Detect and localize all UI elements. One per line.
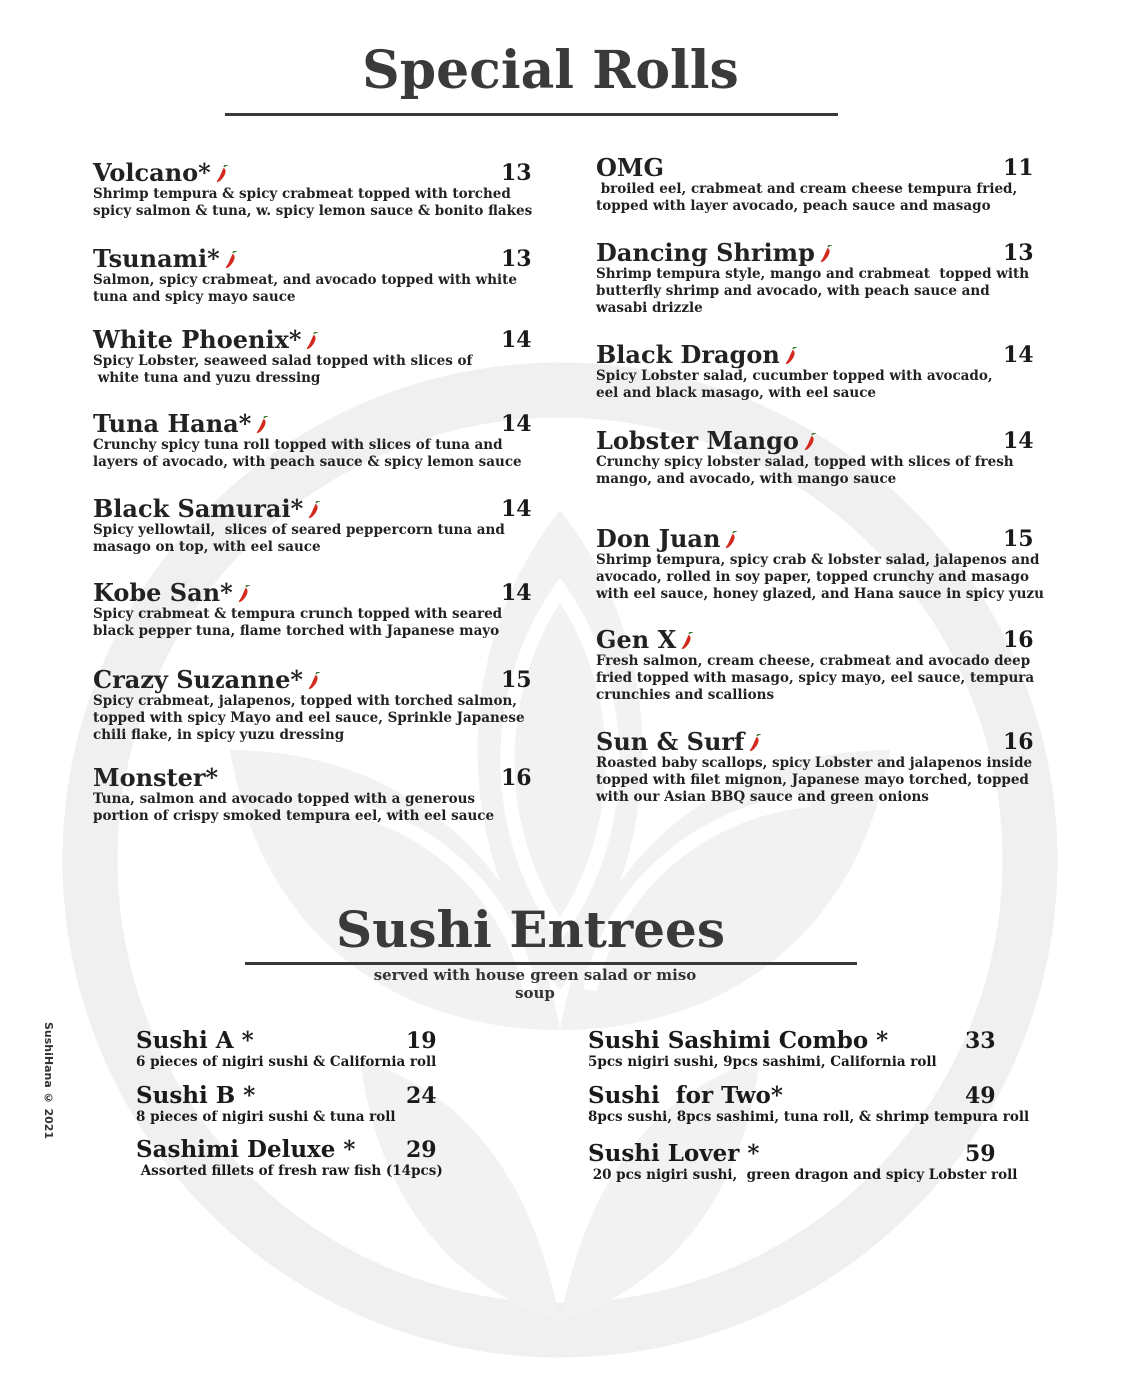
roll-name: Crazy Suzanne*: [93, 667, 533, 693]
roll-description: white tuna and yuzu dressing: [93, 370, 321, 386]
roll-name: Tuna Hana*: [93, 411, 533, 437]
roll-description: Shrimp tempura & spicy crabmeat topped with torched: [93, 186, 511, 202]
roll-item: [93, 327, 533, 387]
roll-description: topped with filet mignon, Japanese mayo torched, topped: [596, 772, 1029, 788]
chili-pepper-icon: [803, 433, 817, 451]
entree-price: 29: [406, 1137, 437, 1163]
roll-description: fried topped with masago, spicy mayo, eel sauce, tempura: [596, 670, 1035, 686]
entree-item: [588, 1141, 1017, 1184]
roll-price: 14: [501, 411, 532, 437]
roll-item: [596, 729, 1036, 806]
roll-name: Black Samurai*: [93, 496, 533, 522]
entree-name: Sashimi Deluxe *: [136, 1136, 356, 1163]
roll-price: 14: [501, 580, 532, 606]
roll-description: Fresh salmon, cream cheese, crabmeat and avocado deep: [596, 653, 1031, 669]
roll-description: spicy salmon & tuna, w. spicy lemon sauce & bonito flakes: [93, 203, 533, 219]
roll-price: 14: [1003, 342, 1034, 368]
entree-item: [136, 1028, 436, 1071]
chili-pepper-icon: [224, 251, 238, 269]
roll-name: Gen X: [596, 627, 1036, 653]
roll-price: 15: [1003, 526, 1034, 552]
roll-description: eel and black masago, with eel sauce: [596, 385, 876, 401]
roll-description: wasabi drizzle: [596, 300, 703, 316]
roll-description: topped with layer avocado, peach sauce and masago: [596, 198, 991, 214]
roll-item: [93, 160, 533, 220]
roll-description: topped with spicy Mayo and eel sauce, Sprinkle Japanese: [93, 710, 525, 726]
entree-description: 5pcs nigiri sushi, 9pcs sashimi, California roll: [588, 1054, 937, 1070]
entree-description: 20 pcs nigiri sushi, green dragon and spicy Lobster roll: [588, 1167, 1018, 1183]
entree-name: Sushi B *: [136, 1082, 256, 1109]
roll-description: with our Asian BBQ sauce and green onions: [596, 789, 929, 805]
sushi-entrees-title: Sushi Entrees: [335, 900, 726, 959]
roll-description: masago on top, with eel sauce: [93, 539, 321, 555]
roll-price: 14: [1003, 428, 1034, 454]
roll-description: Spicy Lobster, seaweed salad topped with slices of: [93, 353, 473, 369]
entree-description: 6 pieces of nigiri sushi & California roll: [136, 1054, 437, 1070]
roll-description: butterfly shrimp and avocado, with peach sauce and: [596, 283, 990, 299]
entree-description: 8 pieces of nigiri sushi & tuna roll: [136, 1109, 396, 1125]
chili-pepper-icon: [784, 347, 798, 365]
roll-description: Shrimp tempura style, mango and crabmeat topped with: [596, 266, 1030, 282]
roll-name: White Phoenix*: [93, 327, 533, 353]
chili-pepper-icon: [724, 531, 738, 549]
roll-price: 13: [501, 246, 532, 272]
chili-pepper-icon: [215, 165, 229, 183]
entree-item: [136, 1082, 437, 1126]
roll-price: 14: [501, 327, 532, 353]
roll-item: [596, 627, 1036, 704]
special-rolls-title: Special Rolls: [362, 40, 739, 101]
entree-price: 49: [965, 1083, 996, 1109]
entrees-divider: [245, 962, 857, 965]
roll-description: chili flake, in spicy yuzu dressing: [93, 727, 345, 743]
roll-item: [596, 524, 1044, 603]
chili-pepper-icon: [819, 245, 833, 263]
roll-item: [596, 428, 1036, 488]
roll-name: Volcano*: [93, 160, 533, 186]
entree-price: 24: [406, 1083, 437, 1109]
roll-description: Crunchy spicy tuna roll topped with slices of tuna and: [93, 437, 503, 453]
sushi-entrees-subtitle: served with house green salad or miso soup: [373, 966, 697, 1002]
chili-pepper-icon: [748, 734, 762, 752]
roll-name: Black Dragon: [596, 342, 1036, 368]
entree-item: [588, 1083, 1029, 1126]
entree-price: 19: [406, 1028, 437, 1054]
roll-price: 13: [501, 160, 532, 186]
roll-price: 16: [1003, 627, 1034, 653]
entree-description: 8pcs sushi, 8pcs sashimi, tuna roll, & shrimp tempura roll: [588, 1109, 1030, 1125]
roll-name: Lobster Mango: [596, 428, 1036, 454]
chili-pepper-icon: [307, 672, 321, 690]
roll-description: tuna and spicy mayo sauce: [93, 289, 296, 305]
roll-item: [93, 246, 533, 306]
roll-description: Spicy crabmeat & tempura crunch topped with seared: [93, 606, 503, 622]
entree-name: Sushi A *: [136, 1027, 254, 1054]
chili-pepper-icon: [255, 416, 269, 434]
roll-price: 16: [1003, 729, 1034, 755]
roll-name: Dancing Shrimp: [596, 240, 1036, 266]
roll-description: Spicy Lobster salad, cucumber topped with avocado,: [596, 368, 993, 384]
roll-description: Shrimp tempura, spicy crab & lobster salad, jalapenos and: [596, 552, 1040, 568]
title-divider: [225, 113, 838, 116]
roll-description: Roasted baby scallops, spicy Lobster and jalapenos inside: [596, 755, 1033, 771]
entree-name: Sushi for Two*: [588, 1082, 783, 1109]
roll-price: 13: [1003, 240, 1034, 266]
entree-item: [588, 1027, 996, 1071]
chili-pepper-icon: [237, 585, 251, 603]
roll-description: mango, and avocado, with mango sauce: [596, 471, 897, 487]
roll-name: Don Juan: [596, 526, 1036, 552]
entree-price: 59: [965, 1141, 996, 1167]
roll-description: crunchies and scallions: [596, 687, 775, 703]
roll-description: broiled eel, crabmeat and cream cheese tempura fried,: [596, 181, 1018, 197]
roll-item: [93, 765, 533, 825]
roll-description: black pepper tuna, flame torched with Japanese mayo: [93, 623, 500, 639]
roll-price: 16: [501, 765, 532, 791]
roll-price: 14: [501, 496, 532, 522]
copyright-note: SushiHana © 2021: [42, 1022, 55, 1140]
entree-description: Assorted fillets of fresh raw fish (14pcs): [136, 1163, 443, 1179]
roll-name: Monster*: [93, 763, 219, 792]
roll-item: [93, 667, 533, 744]
chili-pepper-icon: [307, 501, 321, 519]
roll-item: [596, 155, 1036, 215]
roll-description: Spicy yellowtail, slices of seared peppercorn tuna and: [93, 522, 505, 538]
chili-pepper-icon: [680, 632, 694, 650]
roll-item: [93, 496, 533, 556]
roll-name: Tsunami*: [93, 246, 533, 272]
roll-name: OMG: [596, 153, 664, 182]
chili-pepper-icon: [305, 332, 319, 350]
roll-description: portion of crispy smoked tempura eel, with eel sauce: [93, 808, 495, 824]
roll-item: [93, 580, 533, 640]
roll-description: Spicy crabmeat, jalapenos, topped with torched salmon,: [93, 693, 517, 709]
roll-name: Sun & Surf: [596, 729, 1036, 755]
roll-item: [596, 240, 1036, 317]
roll-price: 11: [1003, 155, 1034, 181]
roll-price: 15: [501, 667, 532, 693]
entree-name: Sushi Lover *: [588, 1140, 760, 1167]
roll-item: [93, 411, 533, 471]
roll-description: avocado, rolled in soy paper, topped crunchy and masago: [596, 569, 1029, 585]
entree-name: Sushi Sashimi Combo *: [588, 1027, 889, 1054]
entree-item: [136, 1137, 443, 1180]
roll-description: with eel sauce, honey glazed, and Hana sauce in spicy yuzu: [596, 586, 1044, 602]
roll-item: [596, 342, 1036, 402]
roll-description: Tuna, salmon and avocado topped with a generous: [93, 791, 476, 807]
roll-name: Kobe San*: [93, 580, 533, 606]
entree-price: 33: [965, 1028, 996, 1054]
roll-description: Crunchy spicy lobster salad, topped with slices of fresh: [596, 454, 1014, 470]
roll-description: layers of avocado, with peach sauce & spicy lemon sauce: [93, 454, 522, 470]
roll-description: Salmon, spicy crabmeat, and avocado topped with white: [93, 272, 517, 288]
